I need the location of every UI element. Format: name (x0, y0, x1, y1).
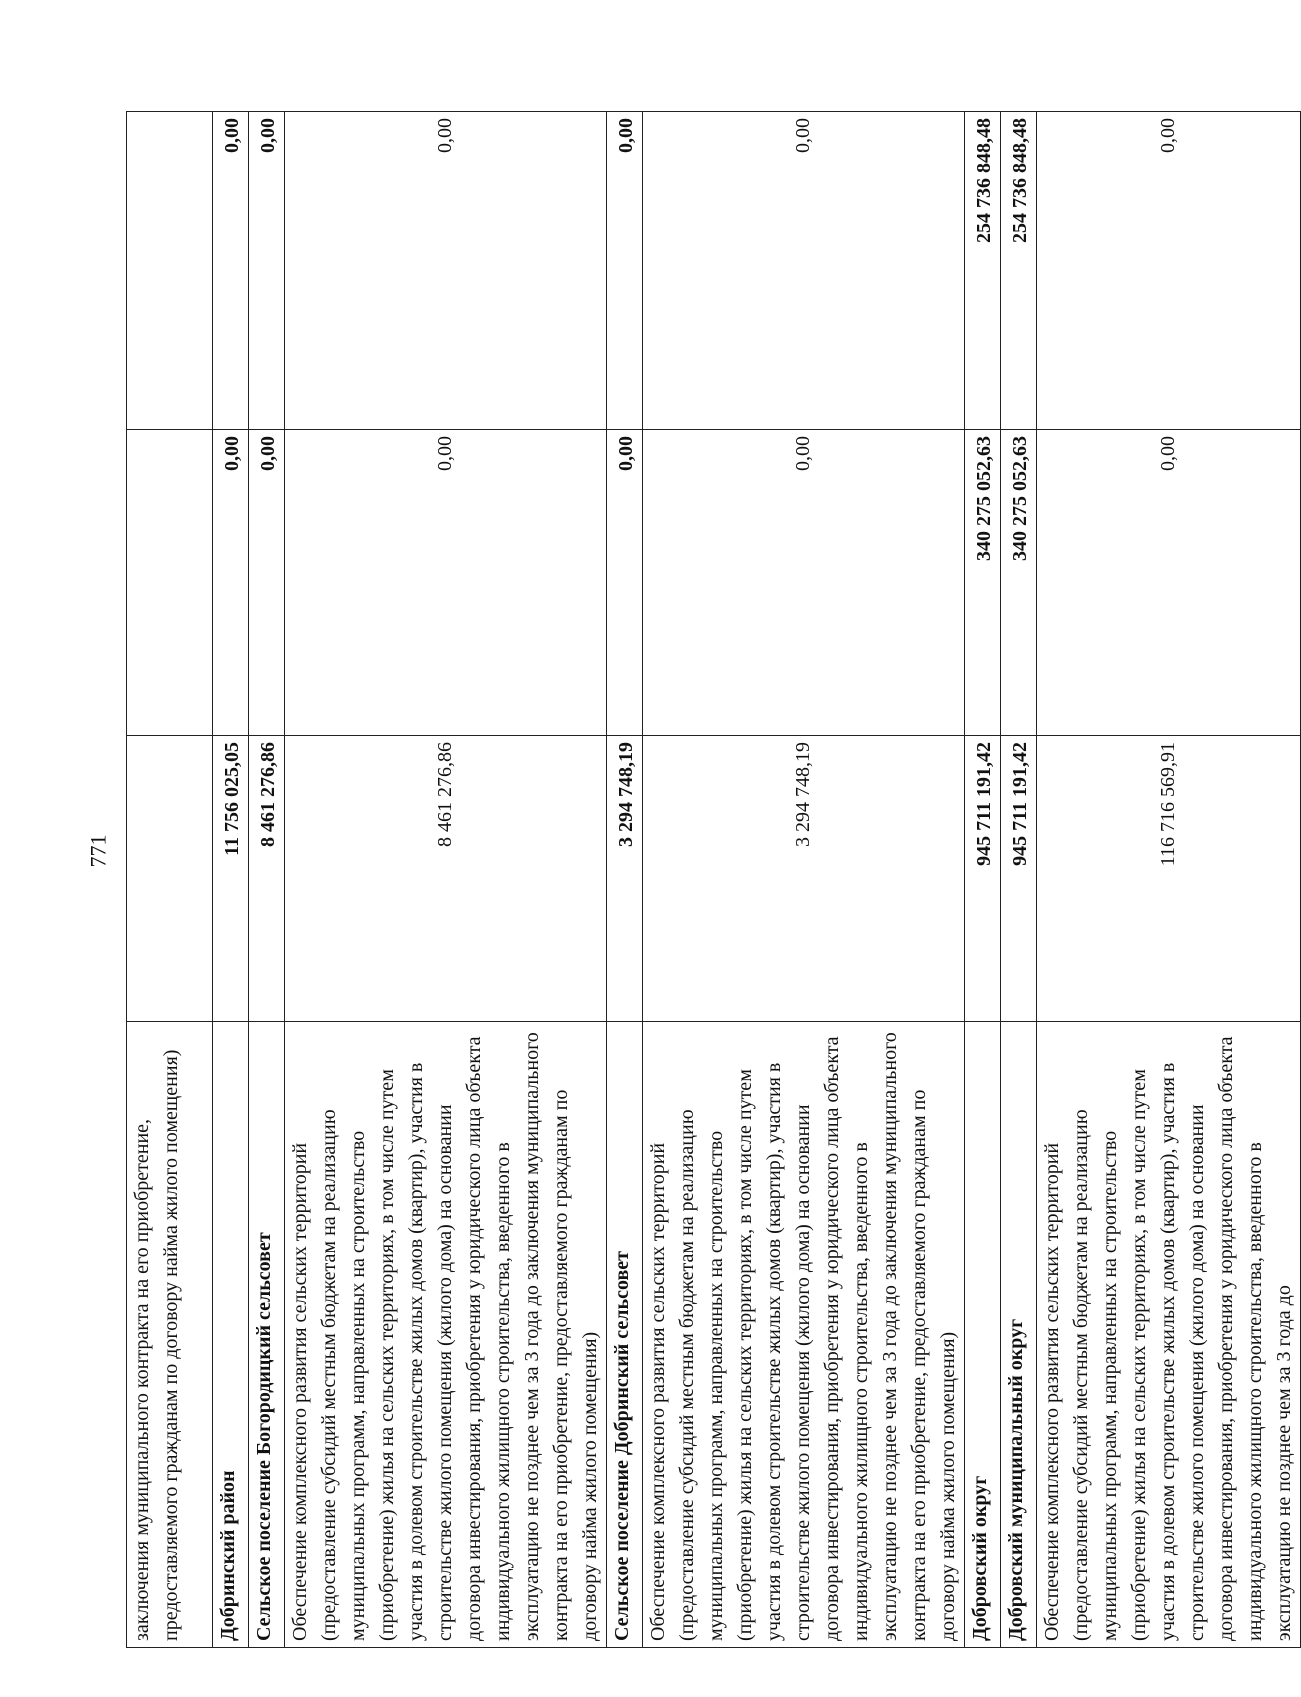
amount-cell (127, 736, 213, 1022)
amount-cell (127, 112, 213, 430)
table-row (1001, 112, 1037, 1648)
budget-table-rotated (126, 112, 1295, 1648)
table-row (965, 112, 1001, 1648)
row-title: Добровский муниципальный округ (1001, 1022, 1037, 1648)
amount-cell: 254 736 848,48 (965, 112, 1001, 430)
row-title: Сельское поселение Богородицкий сельсовет (249, 1022, 285, 1648)
amount-cell: 340 275 052,63 (1001, 430, 1037, 736)
amount-cell: 3 294 748,19 (643, 736, 965, 1022)
table-row (249, 112, 285, 1648)
amount-cell: 0,00 (607, 430, 643, 736)
row-title: Добринский район (213, 1022, 249, 1648)
amount-cell: 0,00 (285, 112, 607, 430)
amount-cell: 116 716 569,91 (1037, 736, 1301, 1022)
amount-cell (127, 430, 213, 736)
row-description: Обеспечение комплексного развития сельских территорий (предоставление субсидий местным бюджетам на реализацию муниципальных программ, направленных на строительство (приобретение) жилья на сельских территориях, в том числе путем участия в долевом строительстве жилых домов (квартир), участия в строительстве жилого помещения (жилого дома) на основании договора инвестирования, приобретения у юридического лица объекта индивидуального жилищного строительства, введенного в эксплуатацию не позднее чем за 3 года до заключения муниципального контракта на его приобретение, предоставляемого гражданам по договору найма жилого помещения) (643, 1022, 965, 1648)
amount-cell: 254 736 848,48 (1001, 112, 1037, 430)
table-row (1037, 112, 1301, 1648)
table-row (607, 112, 643, 1648)
amount-cell: 8 461 276,86 (285, 736, 607, 1022)
table-row (643, 112, 965, 1648)
page-number: 771 (85, 834, 111, 868)
row-description: Обеспечение комплексного развития сельских территорий (предоставление субсидий местным бюджетам на реализацию муниципальных программ, направленных на строительство (приобретение) жилья на сельских территориях, в том числе путем участия в долевом строительстве жилых домов (квартир), участия в строительстве жилого помещения (жилого дома) на основании договора инвестирования, приобретения у юридического лица объекта индивидуального жилищного строительства, введенного в эксплуатацию не позднее чем за 3 года до заключения муниципального контракта на его приобретение, предоставляемого гражданам по договору найма жилого помещения) (285, 1022, 607, 1648)
amount-cell: 0,00 (249, 430, 285, 736)
amount-cell: 0,00 (1037, 112, 1301, 430)
amount-cell: 0,00 (607, 112, 643, 430)
row-description: Обеспечение комплексного развития сельских территорий (предоставление субсидий местным бюджетам на реализацию муниципальных программ, направленных на строительство (приобретение) жилья на сельских территориях, в том числе путем участия в долевом строительстве жилых домов (квартир), участия в строительстве жилого помещения (жилого дома) на основании договора инвестирования, приобретения у юридического лица объекта индивидуального жилищного строительства, введенного в эксплуатацию не позднее чем за 3 года до (1037, 1022, 1301, 1648)
amount-cell: 11 756 025,05 (213, 736, 249, 1022)
row-title: Сельское поселение Добринский сельсовет (607, 1022, 643, 1648)
amount-cell: 945 711 191,42 (1001, 736, 1037, 1022)
amount-cell: 0,00 (213, 112, 249, 430)
amount-cell: 0,00 (643, 112, 965, 430)
amount-cell: 0,00 (643, 430, 965, 736)
budget-table (126, 111, 1301, 1648)
amount-cell: 0,00 (285, 430, 607, 736)
table-row (127, 112, 213, 1648)
row-description: заключения муниципального контракта на его приобретение, предоставляемого гражданам по договору найма жилого помещения) (127, 1022, 213, 1648)
amount-cell: 0,00 (213, 430, 249, 736)
amount-cell: 340 275 052,63 (965, 430, 1001, 736)
table-row (285, 112, 607, 1648)
row-title: Добровский округ (965, 1022, 1001, 1648)
amount-cell: 3 294 748,19 (607, 736, 643, 1022)
table-row (213, 112, 249, 1648)
amount-cell: 0,00 (249, 112, 285, 430)
amount-cell: 8 461 276,86 (249, 736, 285, 1022)
amount-cell: 945 711 191,42 (965, 736, 1001, 1022)
amount-cell: 0,00 (1037, 430, 1301, 736)
